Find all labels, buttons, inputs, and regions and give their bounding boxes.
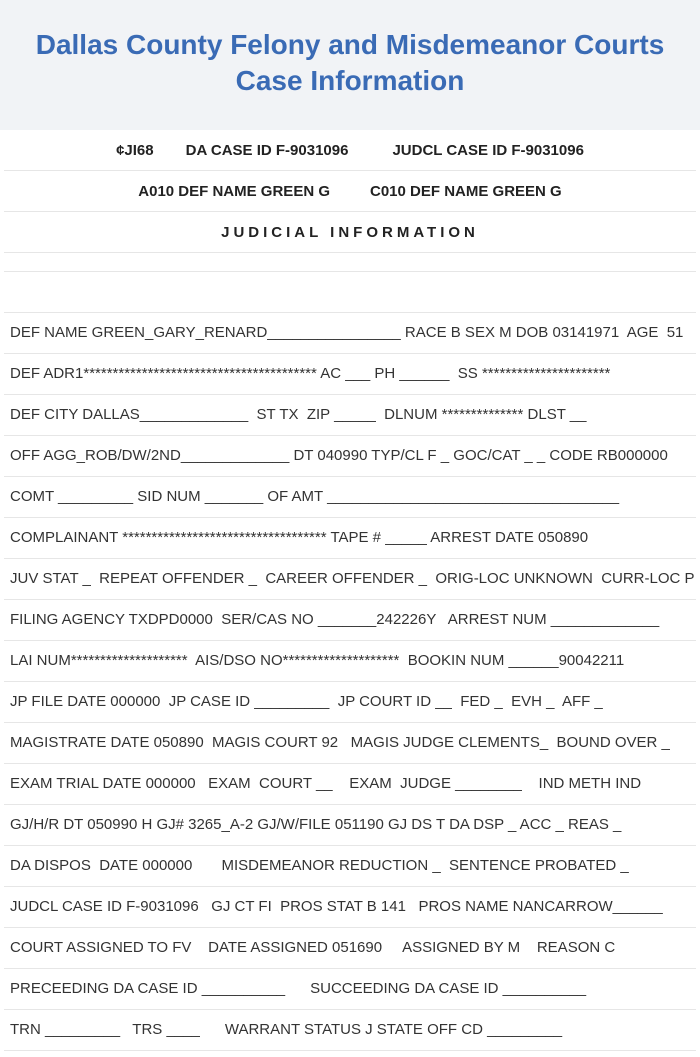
page-title-line1: Dallas County Felony and Misdemeanor Courts <box>35 29 665 60</box>
a010-def-name: A010 DEF NAME GREEN G <box>138 182 330 200</box>
info-row-def-name: DEF NAME GREEN_GARY_RENARD________________ RACE B SEX M DOB 03141971 AGE 51 <box>4 313 696 354</box>
info-row-juv-stat: JUV STAT _ REPEAT OFFENDER _ CAREER OFFENDER _ ORIG-LOC UNKNOWN CURR-LOC P <box>4 559 696 600</box>
file-date <box>327 312 456 313</box>
page-title-line2: Case Information <box>235 65 465 96</box>
case-id-row <box>4 130 696 171</box>
info-row-grand-jury: GJ/H/R DT 050990 H GJ# 3265_A-2 GJ/W/FILE 051190 GJ DS T DA DSP _ ACC _ REAS _ <box>4 805 696 846</box>
page-header <box>0 0 700 130</box>
info-row-court-assigned: COURT ASSIGNED TO FV DATE ASSIGNED 051690 ASSIGNED BY M REASON C <box>4 928 696 969</box>
info-row-trn: TRN _________ TRS ____ WARRANT STATUS J STATE OFF CD _________ <box>4 1010 696 1051</box>
divider <box>4 253 696 272</box>
judcl-case-id: JUDCL CASE ID F-9031096 <box>392 141 584 159</box>
c010-def-name: C010 DEF NAME GREEN G <box>370 182 562 200</box>
info-row-complainant: COMPLAINANT *********************************** TAPE # _____ ARREST DATE 050890 <box>4 518 696 559</box>
section-title-judicial-information: JUDICIAL INFORMATION <box>4 212 696 253</box>
info-row-judcl-case: JUDCL CASE ID F-9031096 GJ CT FI PROS STAT B 141 PROS NAME NANCARROW______ <box>4 887 696 928</box>
info-row-def-address: DEF ADR1**************************************** AC ___ PH ______ SS ********************** <box>4 354 696 395</box>
info-row-exam-trial: EXAM TRIAL DATE 000000 EXAM COURT __ EXAM JUDGE ________ IND METH IND <box>4 764 696 805</box>
info-row-da-dispos: DA DISPOS DATE 000000 MISDEMEANOR REDUCTION _ SENTENCE PROBATED _ <box>4 846 696 887</box>
info-row-filing-agency: FILING AGENCY TXDPD0000 SER/CAS NO _______242226Y ARREST NUM _____________ <box>4 600 696 641</box>
case-code: ¢JI68 <box>116 141 154 159</box>
info-row-offense: OFF AGG_ROB/DW/2ND_____________ DT 040990 TYP/CL F _ GOC/CAT _ _ CODE RB000000 <box>4 436 696 477</box>
info-row-comt: COMT _________ SID NUM _______ OF AMT ___________________________________ <box>4 477 696 518</box>
info-row-jp-file: JP FILE DATE 000000 JP CASE ID _________ JP COURT ID __ FED _ EVH _ AFF _ <box>4 682 696 723</box>
info-row-lai-num: LAI NUM******************** AIS/DSO NO******************** BOOKIN NUM ______90042211 <box>4 641 696 682</box>
info-row-file-date <box>4 272 696 313</box>
da-case-id: DA CASE ID F-9031096 <box>185 141 349 159</box>
info-row-preceeding-case: PRECEEDING DA CASE ID __________ SUCCEEDING DA CASE ID __________ <box>4 969 696 1010</box>
defendant-name-row <box>4 171 696 212</box>
info-row-magistrate: MAGISTRATE DATE 050890 MAGIS COURT 92 MAGIS JUDGE CLEMENTS_ BOUND OVER _ <box>4 723 696 764</box>
info-row-def-city: DEF CITY DALLAS_____________ ST TX ZIP _____ DLNUM ************** DLST __ <box>4 395 696 436</box>
